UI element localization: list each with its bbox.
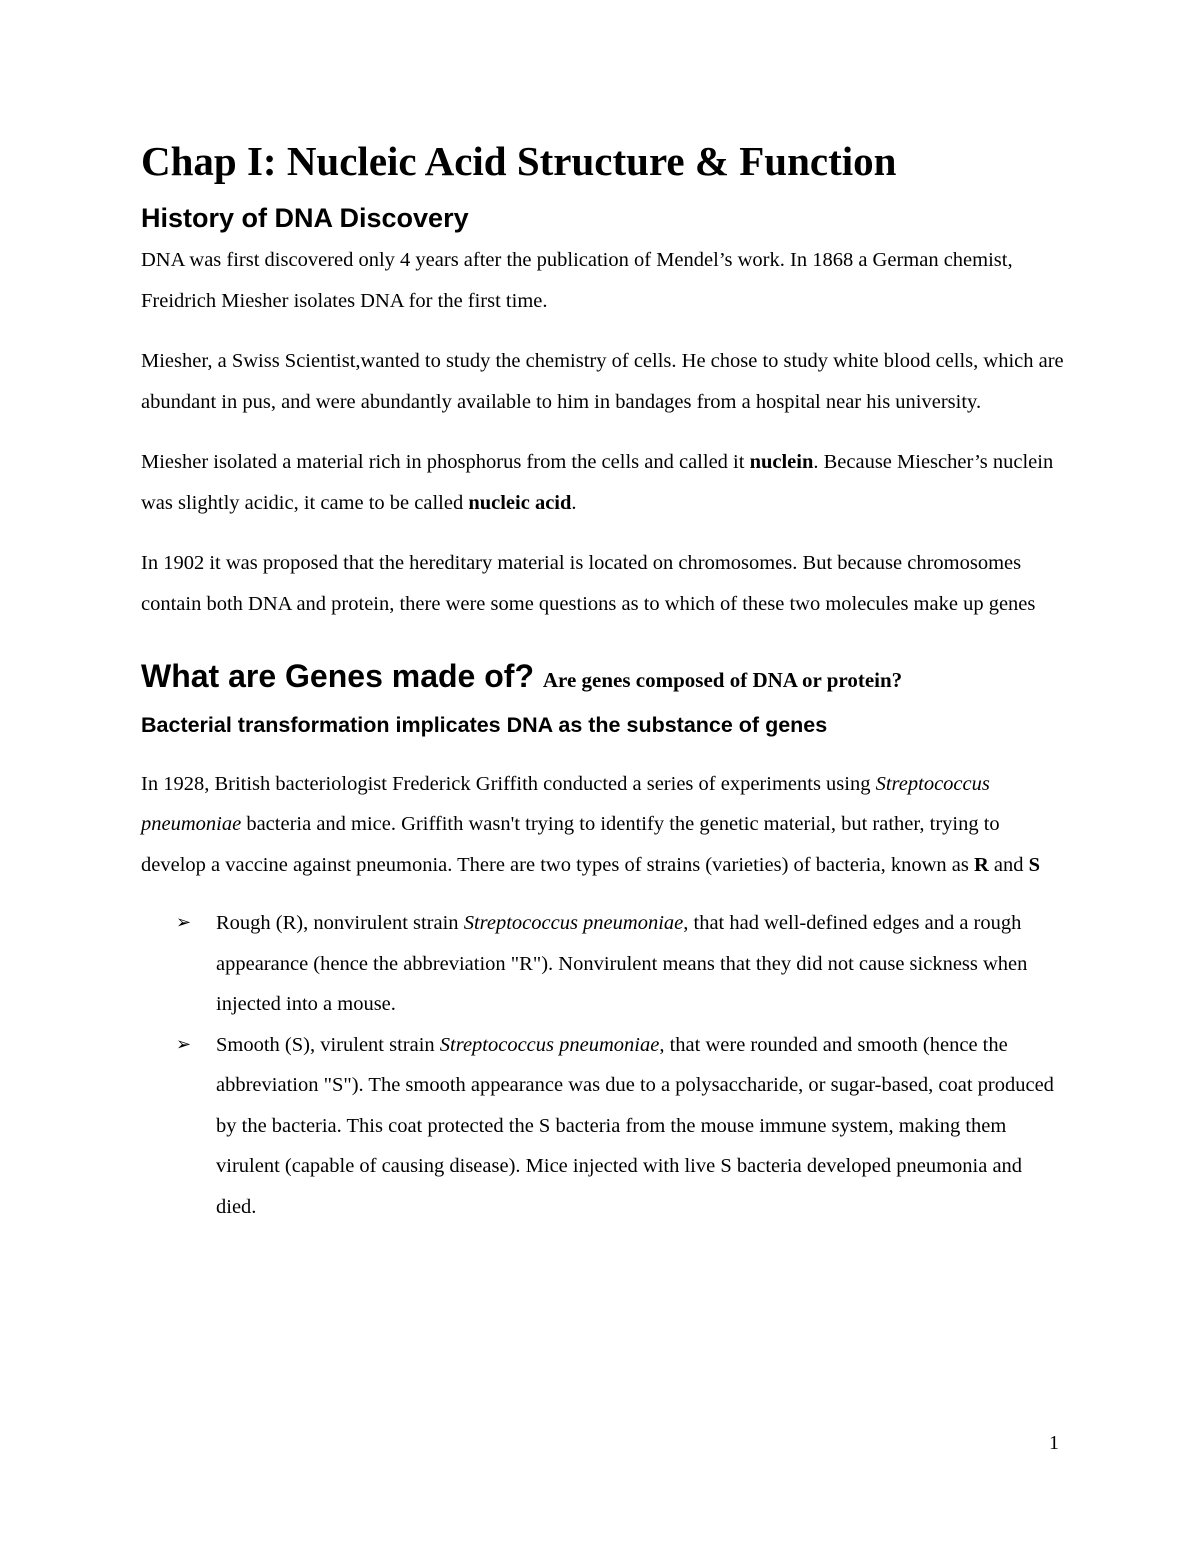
term-r: R — [973, 853, 989, 876]
text-run: and — [988, 853, 1029, 876]
paragraph-griffith — [141, 764, 1066, 886]
term-nuclein: nuclein — [749, 451, 814, 474]
text-run: bacteria and mice. Griffith wasn't trying to identify the genetic material, but rather, trying to develop a vaccine against pneumonia. There are two types of strains (varieties) of bacteria, known as — [141, 813, 1000, 876]
paragraph-history-3 — [141, 442, 1066, 523]
text-run: Smooth (S), virulent strain — [216, 1033, 440, 1056]
page-number: 1 — [1049, 1432, 1059, 1454]
arrow-bullet-icon: ➢ — [176, 912, 192, 934]
genes-subheading-text: Are genes composed of DNA or protein? — [542, 668, 903, 693]
text-run: , that had well-defined edges and a rough appearance (hence the abbreviation "R"). Nonvirulent means that they did not cause sickness when injected into a mouse. — [216, 912, 1028, 1016]
arrow-bullet-icon: ➢ — [176, 1033, 192, 1055]
subsection-heading-bacterial: Bacterial transformation implicates DNA as the substance of genes — [141, 712, 828, 737]
text-run: . — [571, 491, 577, 514]
term-s: S — [1028, 853, 1041, 876]
species-name: Streptococcus pneumoniae — [141, 772, 990, 836]
genes-heading-text: What are Genes made of? — [141, 658, 534, 695]
list-item-smooth — [141, 1025, 1066, 1228]
page-content — [141, 138, 1066, 1227]
text-run: Miesher isolated a material rich in phosphorus from the cells and called it — [141, 451, 750, 474]
text-run: . Because Miescher’s nuclein was slightly acidic, it came to be called — [141, 451, 1054, 514]
paragraph-history-2: Miesher, a Swiss Scientist,wanted to study the chemistry of cells. He chose to study white blood cells, which are abundant in pus, and were abundantly available to him in bandages from a hospital near his university. — [141, 350, 1064, 413]
text-run: In 1928, British bacteriologist Frederick Griffith conducted a series of experiments using — [141, 772, 876, 795]
text-run: , that were rounded and smooth (hence the abbreviation "S"). The smooth appearance was due to a polysaccharide, or sugar-based, coat produced by the bacteria. This coat protected the S bacteria from the mouse immune system, making them virulent (capable of causing disease). Mice injected with live S bacteria developed pneumonia and died. — [216, 1033, 1054, 1218]
section-heading-genes — [141, 656, 1066, 698]
strain-list — [141, 903, 1066, 1227]
list-item-rough — [141, 903, 1066, 1025]
chapter-title — [141, 138, 1066, 185]
term-nucleic-acid: nucleic acid — [468, 491, 572, 514]
paragraph-history-4: In 1902 it was proposed that the hereditary material is located on chromosomes. But because chromosomes contain both DNA and protein, there were some questions as to which of these two molecules make up genes — [141, 552, 1036, 615]
species-name: Streptococcus pneumoniae — [463, 912, 684, 935]
section-heading-history: History of DNA Discovery — [141, 203, 469, 234]
text-run: Rough (R), nonvirulent strain — [216, 912, 464, 935]
paragraph-history-1: DNA was first discovered only 4 years after the publication of Mendel’s work. In 1868 a German chemist, Freidrich Miesher isolates DNA for the first time. — [141, 249, 1013, 312]
chapter-title-text: Chap I: Nucleic Acid Structure & Function — [141, 138, 897, 184]
species-name: Streptococcus pneumoniae — [439, 1033, 660, 1056]
